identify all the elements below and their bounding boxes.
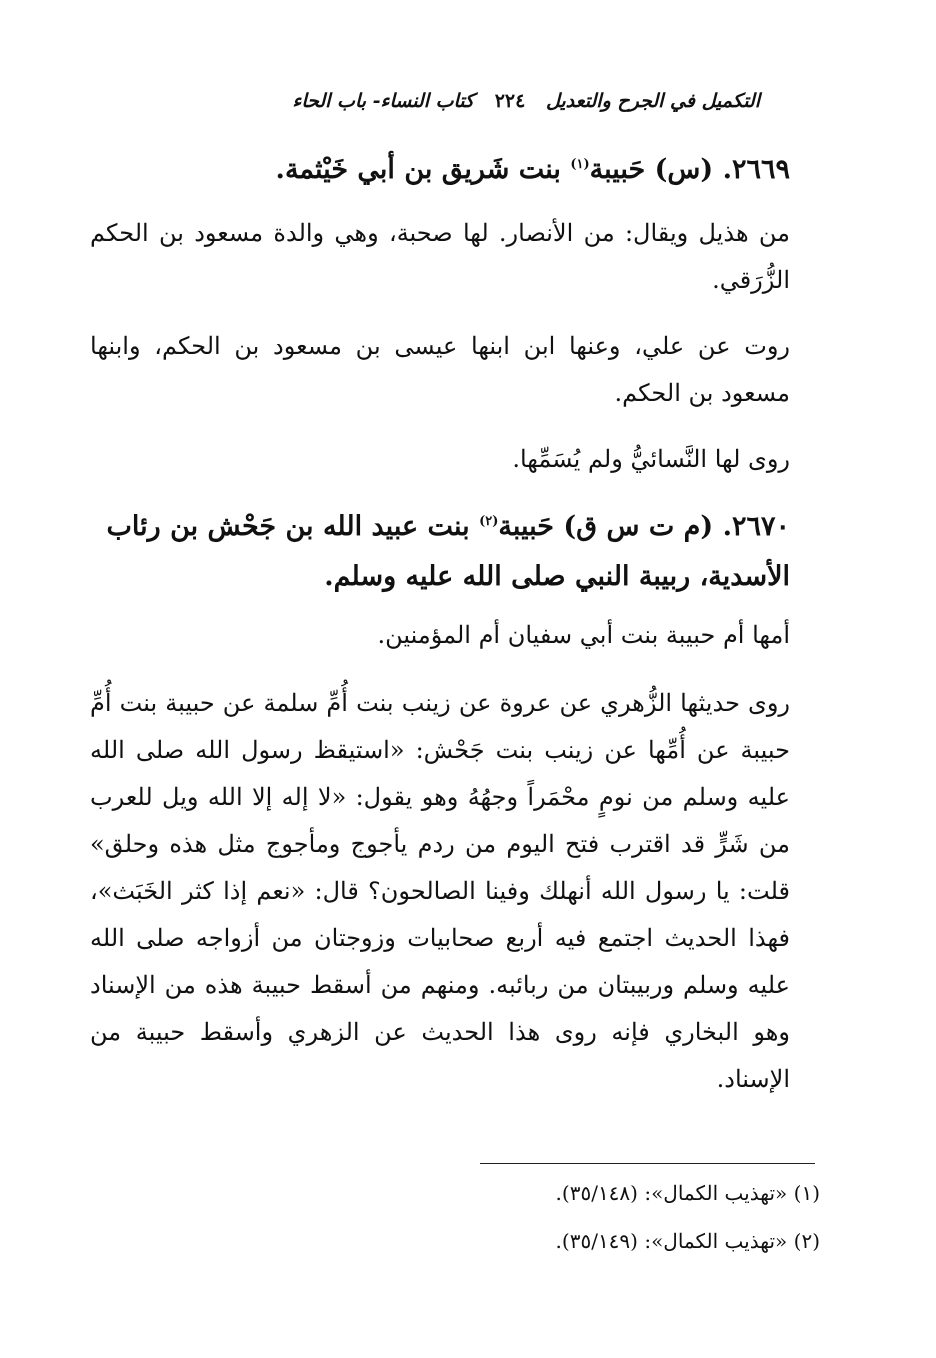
paragraph: روت عن علي، وعنها ابن ابنها عيسى بن مسعود بن الحكم، وابنها مسعود بن الحكم.	[90, 332, 790, 407]
entry-heading-2669	[70, 140, 790, 195]
page-number: ٢٢٤	[494, 90, 526, 112]
entry-name: (س) حَبيبة	[589, 154, 714, 185]
paragraph: من هذيل ويقال: من الأنصار. لها صحبة، وهي والدة مسعود بن الحكم الزُّرَقي.	[90, 219, 790, 294]
paragraph: روى لها النَّسائيُّ ولم يُسَمِّها.	[512, 445, 790, 473]
footnote-ref: (٢)	[479, 514, 499, 529]
entry-heading-2670	[70, 497, 790, 602]
entry-name-rest: بنت عبيد الله بن جَحْش بن رئاب الأسدية، ربيبة النبي صلى الله عليه وسلم.	[106, 511, 790, 592]
entry-name-rest: بنت شَريق بن أبي خَيْثمة.	[275, 154, 561, 185]
header-chapter-title: كتاب النساء- باب الحاء	[292, 90, 475, 112]
footnote: (١) «تهذيب الكمال»: (٣٥/١٤٨).	[555, 1181, 820, 1205]
paragraph: روى حديثها الزُّهري عن عروة عن زينب بنت أُمِّ سلمة عن حبيبة بنت أُمِّ حبيبة عن أُمِّها عن زينب بنت جَحْش: «استيقظ رسول الله صلى الله عليه وسلم من نومٍ محْمَراً وجهُهُ وهو يقول: «لا إله إلا الله ويل للعرب من شَرٍّ قد اقترب فتح اليوم من ردم يأجوج ومأجوج مثل هذه وحلق» قلت: يا رسول الله أنهلك وفينا الصالحون؟ قال: «نعم إذا كثر الخَبَث»، فهذا الحديث اجتمع فيه أربع صحابيات وزوجتان من أزواجه صلى الله عليه وسلم وربيبتان من ربائبه. ومنهم من أسقط حبيبة هذه من الإسناد وهو البخاري فإنه روى هذا الحديث عن الزهري وأسقط حبيبة من الإسناد.	[90, 689, 790, 1093]
footnote: (٢) «تهذيب الكمال»: (٣٥/١٤٩).	[555, 1229, 820, 1253]
entry-number: ٢٦٧٠.	[722, 511, 790, 542]
footnote-ref: (١)	[570, 157, 590, 172]
footnote-divider	[480, 1163, 815, 1164]
entry-name: (م ت س ق) حَبيبة	[498, 511, 714, 542]
paragraph: أمها أم حبيبة بنت أبي سفيان أم المؤمنين.	[377, 621, 790, 649]
header-book-title: التكميل في الجرح والتعديل	[545, 90, 760, 112]
running-header	[140, 90, 760, 112]
entry-number: ٢٦٦٩.	[722, 154, 790, 185]
